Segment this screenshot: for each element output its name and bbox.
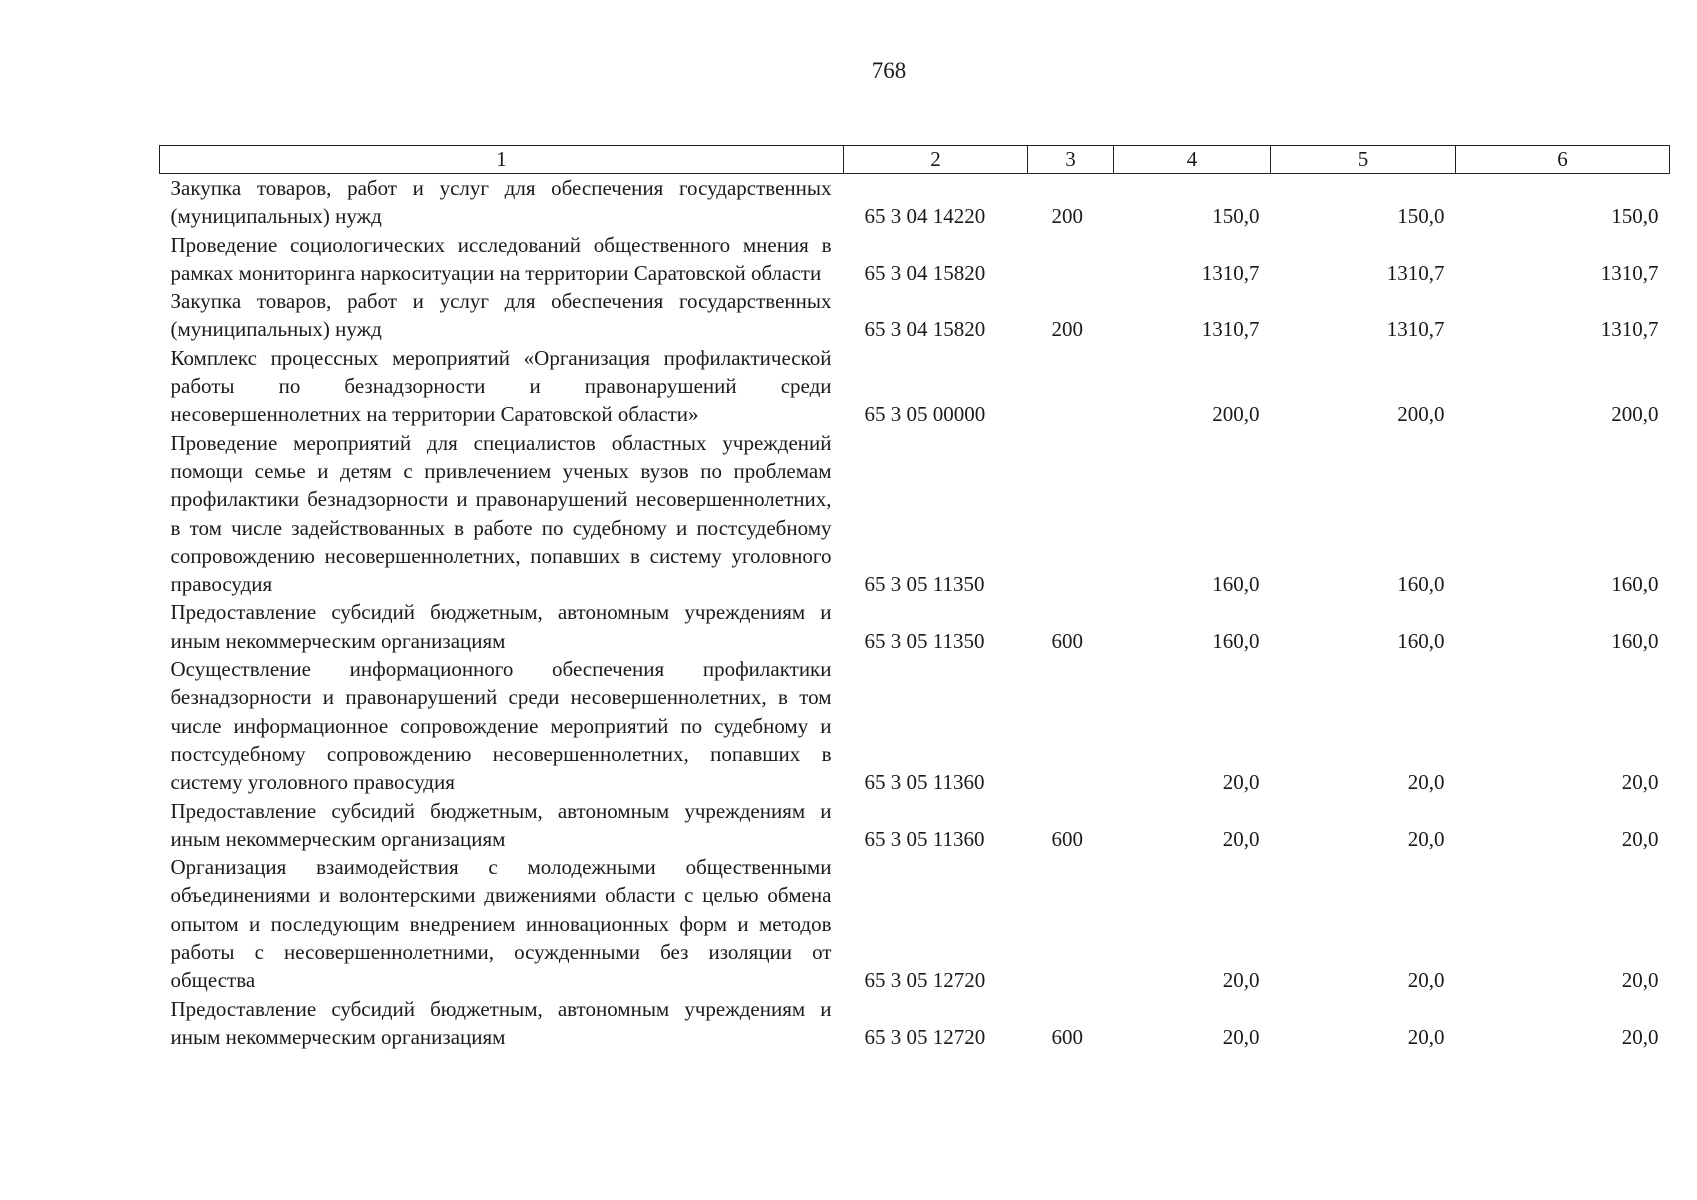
row-name: Проведение мероприятий для специалистов областных учреждений помощи семье и детям с привлечением ученых вузов по проблемам профилактики безнадзорности и правонарушений несовершеннолетних, в том числе задействованных в работе по судебному и постсудебному сопровождению несовершеннолетних, попавших в систему уголовного правосудия [170, 430, 832, 597]
row-value-4: 200,0 [1212, 402, 1260, 427]
table-row [160, 429, 1670, 599]
column-header-5: 5 [1271, 146, 1456, 174]
row-code: 65 3 04 14220 [864, 204, 986, 229]
row-code: 65 3 05 11360 [864, 770, 985, 795]
row-expense-type [1028, 429, 1114, 599]
row-name: Закупка товаров, работ и услуг для обеспечения государственных (муниципальных) нужд [170, 289, 832, 342]
row-code: 65 3 04 15820 [864, 260, 986, 285]
row-value-4: 150,0 [1212, 204, 1260, 229]
row-value-5: 20,0 [1407, 826, 1445, 851]
row-expense-type: 600 [1051, 1024, 1083, 1049]
row-value-4: 20,0 [1222, 770, 1260, 795]
row-value-6: 150,0 [1611, 204, 1659, 229]
row-value-4: 20,0 [1222, 968, 1260, 993]
row-value-5: 200,0 [1397, 402, 1445, 427]
row-value-6: 20,0 [1621, 826, 1659, 851]
row-value-5: 160,0 [1397, 628, 1445, 653]
column-header-1: 1 [160, 146, 844, 174]
row-value-4: 20,0 [1222, 1024, 1260, 1049]
row-value-6: 1310,7 [1600, 260, 1659, 285]
row-name: Закупка товаров, работ и услуг для обеспечения государственных (муниципальных) нужд [170, 176, 832, 229]
row-code: 65 3 05 12720 [864, 1024, 986, 1049]
row-name: Осуществление информационного обеспечения профилактики безнадзорности и правонарушений среди несовершеннолетних, в том числе информационное сопровождение мероприятий по судебному и постсудебному сопровождению несовершеннолетних, попавших в систему уголовного правосудия [170, 657, 832, 795]
row-name: Проведение социологических исследований общественного мнения в рамках мониторинга наркоситуации на территории Саратовской области [170, 232, 832, 285]
row-expense-type [1028, 231, 1114, 288]
row-value-6: 20,0 [1621, 1024, 1659, 1049]
row-name: Предоставление субсидий бюджетным, автономным учреждениям и иным некоммерческим организациям [170, 798, 832, 851]
row-expense-type: 200 [1051, 317, 1083, 342]
row-value-5: 1310,7 [1386, 317, 1445, 342]
row-value-5: 1310,7 [1386, 260, 1445, 285]
row-value-6: 160,0 [1611, 572, 1659, 597]
row-value-6: 200,0 [1611, 402, 1659, 427]
row-expense-type: 200 [1051, 204, 1083, 229]
column-header-4: 4 [1114, 146, 1271, 174]
header-row [160, 146, 1670, 174]
row-value-5: 20,0 [1407, 1024, 1445, 1049]
row-code: 65 3 05 11360 [864, 826, 985, 851]
row-value-4: 20,0 [1222, 826, 1260, 851]
row-expense-type: 600 [1051, 628, 1083, 653]
row-expense-type [1028, 655, 1114, 796]
column-header-2: 2 [844, 146, 1028, 174]
row-value-4: 160,0 [1212, 572, 1260, 597]
row-expense-type: 600 [1051, 826, 1083, 851]
table-row [160, 797, 1670, 854]
table-row [160, 344, 1670, 429]
column-header-6: 6 [1456, 146, 1670, 174]
row-value-5: 160,0 [1397, 572, 1445, 597]
table-row [160, 231, 1670, 288]
table-body [160, 174, 1670, 1052]
row-name: Комплекс процессных мероприятий «Организация профилактической работы по безнадзорности и правонарушений среди несовершеннолетних на территории Саратовской области» [170, 345, 832, 427]
row-expense-type [1028, 344, 1114, 429]
table-row [160, 853, 1670, 994]
row-code: 65 3 05 00000 [864, 402, 986, 427]
column-header-3: 3 [1028, 146, 1114, 174]
table-row [160, 995, 1670, 1052]
row-value-4: 1310,7 [1201, 317, 1260, 342]
row-value-6: 20,0 [1621, 968, 1659, 993]
row-value-4: 1310,7 [1201, 260, 1260, 285]
row-code: 65 3 05 11350 [864, 628, 985, 653]
row-code: 65 3 04 15820 [864, 317, 986, 342]
table-row [160, 598, 1670, 655]
row-value-5: 20,0 [1407, 770, 1445, 795]
row-name: Предоставление субсидий бюджетным, автономным учреждениям и иным некоммерческим организациям [170, 996, 832, 1049]
row-value-6: 1310,7 [1600, 317, 1659, 342]
row-value-6: 160,0 [1611, 628, 1659, 653]
row-value-5: 150,0 [1397, 204, 1445, 229]
row-code: 65 3 05 12720 [864, 968, 986, 993]
row-value-5: 20,0 [1407, 968, 1445, 993]
table-row [160, 287, 1670, 344]
row-name: Организация взаимодействия с молодежными общественными объединениями и волонтерскими движениями области с целью обмена опытом и последующим внедрением инновационных форм и методов работы с несовершеннолетними, осужденными без изоляции от общества [170, 855, 832, 993]
budget-table [159, 145, 1670, 1051]
table-row [160, 655, 1670, 796]
row-name: Предоставление субсидий бюджетным, автономным учреждениям и иным некоммерческим организациям [170, 600, 832, 653]
row-expense-type [1028, 853, 1114, 994]
table-row [160, 174, 1670, 231]
row-value-4: 160,0 [1212, 628, 1260, 653]
row-value-6: 20,0 [1621, 770, 1659, 795]
table-header [160, 146, 1670, 174]
page-number: 768 [871, 58, 907, 83]
row-code: 65 3 05 11350 [864, 572, 985, 597]
